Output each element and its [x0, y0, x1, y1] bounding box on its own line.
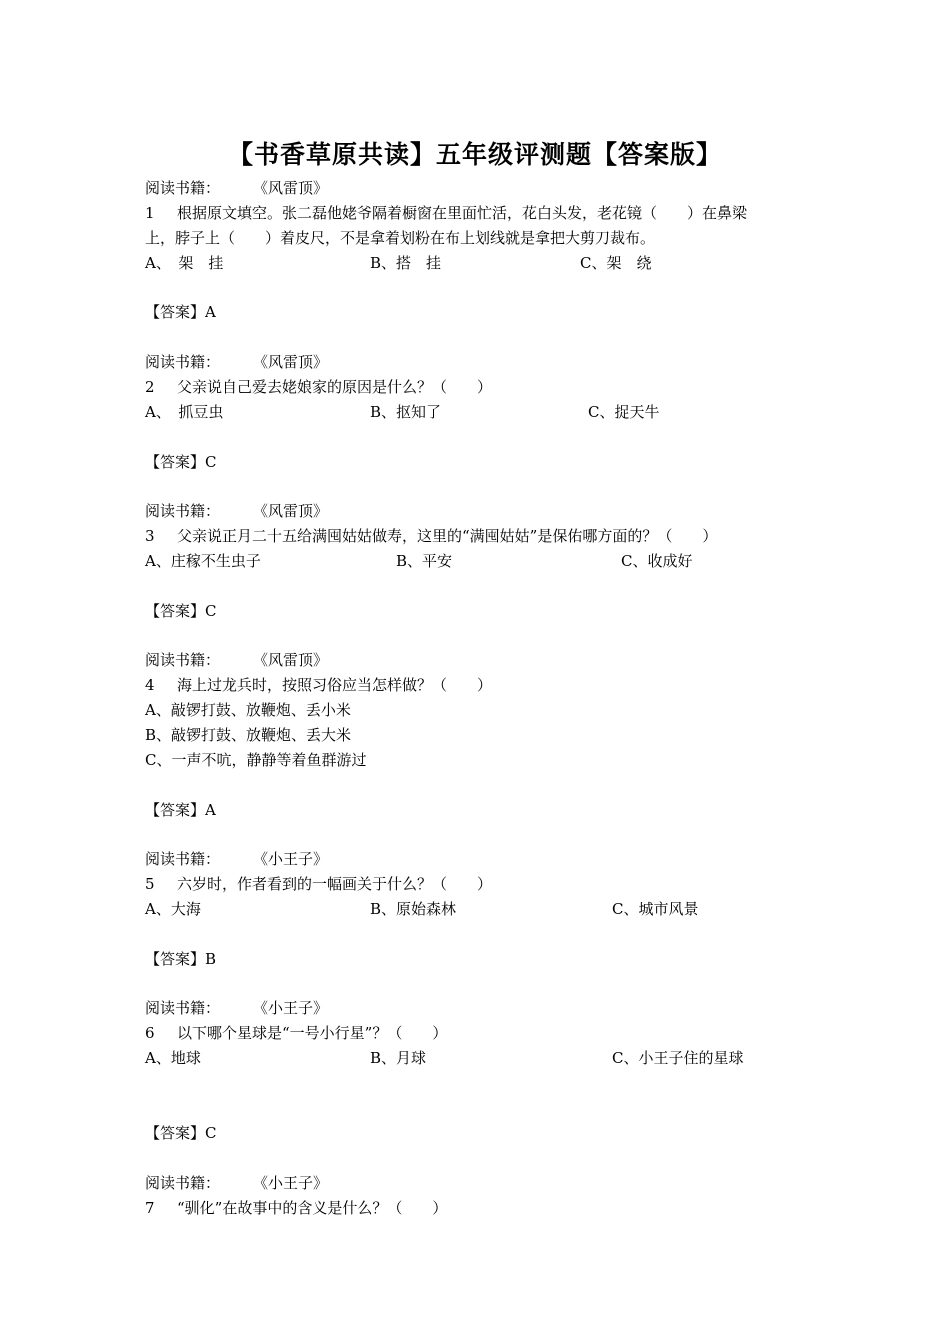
question-number: 7	[145, 1199, 155, 1217]
question-text-line: “驯化”在故事中的含义是什么？（ ）	[177, 1199, 448, 1217]
option-a: A、 抓豆虫	[145, 403, 224, 421]
question-text-line: 父亲说正月二十五给满囤姑姑做寿，这里的“满囤姑姑”是保佑哪方面的？（ ）	[177, 527, 718, 545]
book-title: 《风雷顶》	[253, 179, 329, 197]
book-line	[145, 998, 328, 1018]
answer: 【答案】A	[145, 801, 216, 819]
option-b: B、抠知了	[370, 403, 442, 421]
book-line	[145, 501, 328, 521]
book-line	[145, 650, 328, 670]
question-text-line: 父亲说自己爱去姥娘家的原因是什么？（ ）	[177, 378, 493, 396]
question-number: 3	[145, 527, 155, 545]
answer: 【答案】B	[145, 950, 217, 968]
page-title: 【书香草原共读】五年级评测题【答案版】	[227, 140, 722, 169]
question-text	[145, 1198, 447, 1218]
question-text	[145, 675, 492, 695]
option-a: A、敲锣打鼓、放鞭炮、丢小米	[145, 701, 351, 719]
book-line	[145, 1173, 328, 1193]
option-a: A、大海	[145, 900, 201, 918]
option-c: C、捉天牛	[588, 403, 660, 421]
option-b: B、搭 挂	[370, 254, 442, 272]
question-text-continued: 上，脖子上（ ）着皮尺，不是拿着划粉在布上划线就是拿把大剪刀裁布。	[145, 229, 656, 247]
option-c: C、收成好	[621, 552, 693, 570]
book-line	[145, 849, 328, 869]
book-title: 《小王子》	[253, 850, 329, 868]
option-a: A、庄稼不生虫子	[145, 552, 261, 570]
option-c: C、小王子住的星球	[612, 1049, 744, 1067]
answer: 【答案】C	[145, 453, 217, 471]
book-label: 阅读书籍：	[145, 502, 221, 520]
book-title: 《风雷顶》	[253, 651, 329, 669]
answer: 【答案】C	[145, 1124, 217, 1142]
book-label: 阅读书籍：	[145, 1174, 221, 1192]
question-text	[145, 526, 717, 546]
book-line	[145, 178, 328, 198]
question-text	[145, 377, 492, 397]
option-b: B、原始森林	[370, 900, 457, 918]
question-number: 4	[145, 676, 155, 694]
option-c: C、城市风景	[612, 900, 699, 918]
question-number: 6	[145, 1024, 155, 1042]
book-label: 阅读书籍：	[145, 999, 221, 1017]
answer: 【答案】A	[145, 303, 216, 321]
question-text-line: 海上过龙兵时，按照习俗应当怎样做？（ ）	[177, 676, 493, 694]
question-number: 1	[145, 204, 155, 222]
question-number: 5	[145, 875, 155, 893]
question-text-line: 六岁时，作者看到的一幅画关于什么？（ ）	[177, 875, 493, 893]
book-label: 阅读书籍：	[145, 179, 221, 197]
option-b: B、敲锣打鼓、放鞭炮、丢大米	[145, 726, 352, 744]
question-number: 2	[145, 378, 155, 396]
question-text	[145, 1023, 447, 1043]
book-title: 《小王子》	[253, 999, 329, 1017]
book-label: 阅读书籍：	[145, 850, 221, 868]
answer: 【答案】C	[145, 602, 217, 620]
book-title: 《风雷顶》	[253, 353, 329, 371]
question-text-line: 以下哪个星球是“一号小行星”？（ ）	[177, 1024, 448, 1042]
option-c: C、架 绕	[580, 254, 652, 272]
option-b: B、月球	[370, 1049, 427, 1067]
book-title: 《小王子》	[253, 1174, 329, 1192]
book-line	[145, 352, 328, 372]
question-text	[145, 203, 747, 223]
question-text-line: 根据原文填空。张二磊他姥爷隔着橱窗在里面忙活，花白头发，老花镜（ ）在鼻梁	[177, 204, 748, 222]
book-label: 阅读书籍：	[145, 353, 221, 371]
option-a: A、地球	[145, 1049, 201, 1067]
option-c: C、一声不吭，静静等着鱼群游过	[145, 751, 367, 769]
book-label: 阅读书籍：	[145, 651, 221, 669]
book-title: 《风雷顶》	[253, 502, 329, 520]
question-text	[145, 874, 492, 894]
option-a: A、 架 挂	[145, 254, 224, 272]
option-b: B、平安	[396, 552, 453, 570]
